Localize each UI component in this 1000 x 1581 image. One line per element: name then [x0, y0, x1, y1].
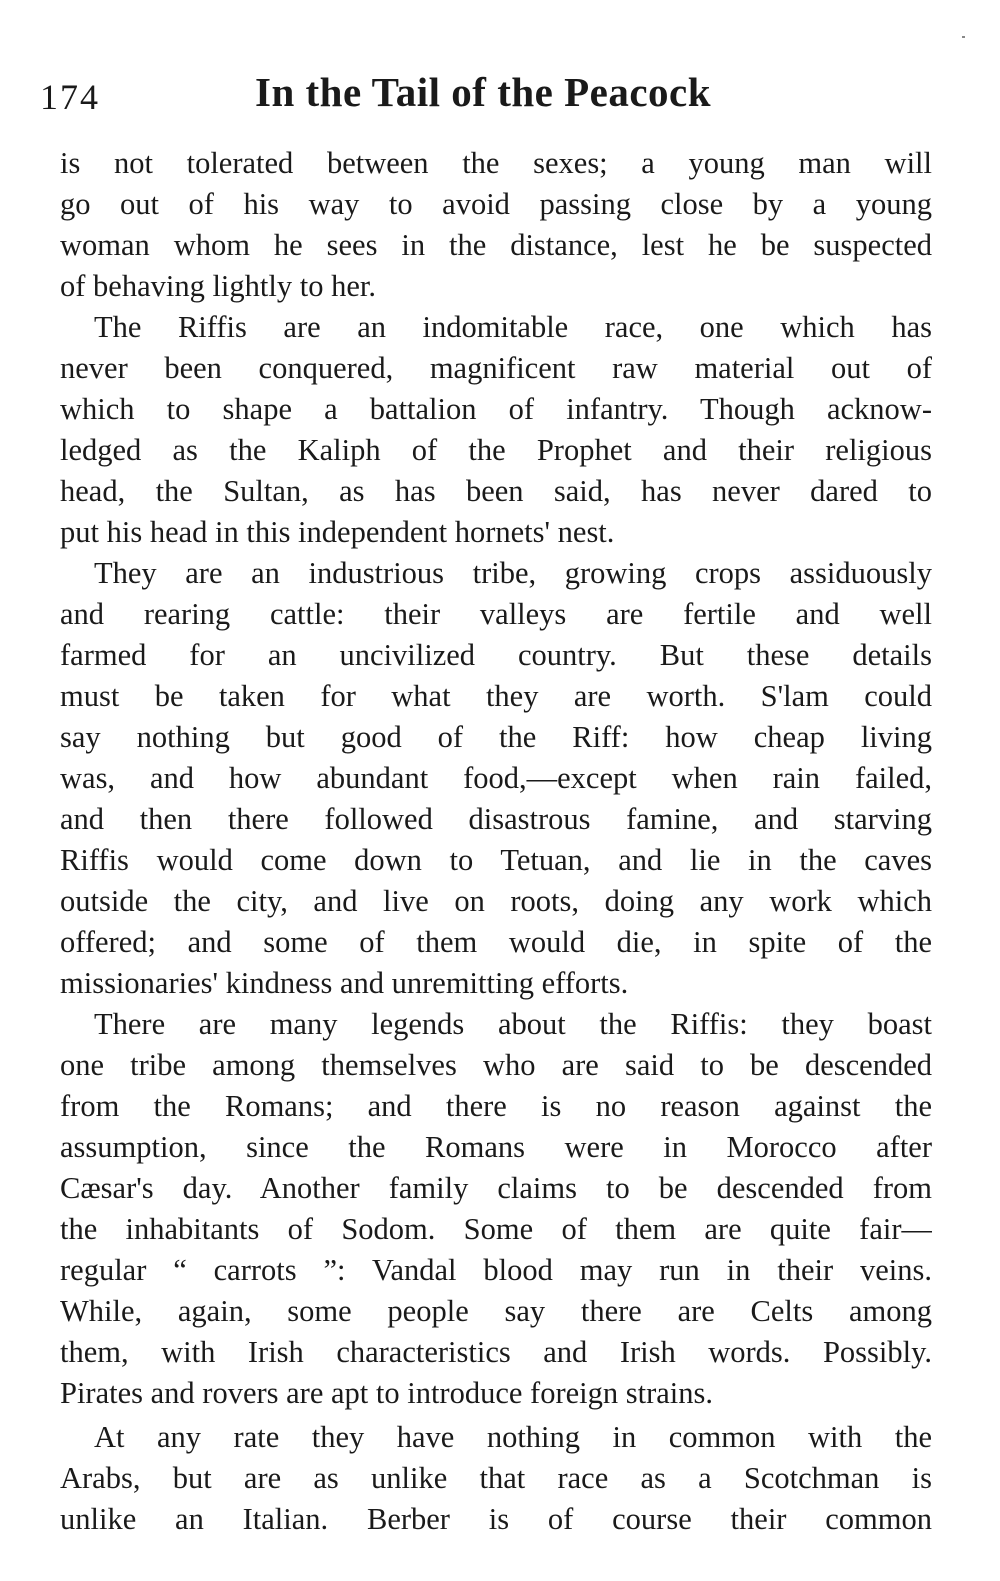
- text-line: them, with Irish characteristics and Irish words. Possibly.: [60, 1335, 932, 1369]
- text-line: farmed for an uncivilized country. But these details: [60, 638, 932, 672]
- text-line: must be taken for what they are worth. S'lam could: [60, 679, 932, 713]
- paragraph-5: [60, 1417, 932, 1540]
- text-line: head, the Sultan, as has been said, has never dared to: [60, 474, 932, 508]
- paragraph-4: [60, 1004, 932, 1414]
- text-line: woman whom he sees in the distance, lest he be suspected: [60, 228, 932, 262]
- text-line: At any rate they have nothing in common with the: [94, 1420, 932, 1454]
- text-line: outside the city, and live on roots, doing any work which: [60, 884, 932, 918]
- text-line: from the Romans; and there is no reason against the: [60, 1089, 932, 1123]
- text-line: There are many legends about the Riffis: they boast: [94, 1007, 932, 1041]
- text-line: assumption, since the Romans were in Morocco after: [60, 1130, 932, 1164]
- text-line: Riffis would come down to Tetuan, and lie in the caves: [60, 843, 932, 877]
- page-number: 174: [40, 77, 100, 117]
- text-line: regular “ carrots ”: Vandal blood may run in their veins.: [60, 1253, 932, 1287]
- text-line: was, and how abundant food,—except when rain failed,: [60, 761, 932, 795]
- text-line: the inhabitants of Sodom. Some of them are quite fair—: [60, 1212, 932, 1246]
- text-line: Pirates and rovers are apt to introduce foreign strains.: [60, 1376, 713, 1410]
- text-line: which to shape a battalion of infantry. Though acknow-: [60, 392, 932, 426]
- text-line: go out of his way to avoid passing close by a young: [60, 187, 932, 221]
- text-line: While, again, some people say there are Celts among: [60, 1294, 932, 1328]
- text-line: The Riffis are an indomitable race, one which has: [94, 310, 932, 344]
- text-line: put his head in this independent hornets' nest.: [60, 515, 615, 549]
- text-line: They are an industrious tribe, growing crops assiduously: [94, 556, 932, 590]
- page-header: [40, 68, 940, 128]
- text-line: and rearing cattle: their valleys are fertile and well: [60, 597, 932, 631]
- body-text: [60, 143, 932, 1540]
- scan-speck: [962, 36, 965, 38]
- text-line: one tribe among themselves who are said to be descended: [60, 1048, 932, 1082]
- text-line: of behaving lightly to her.: [60, 269, 376, 303]
- text-line: say nothing but good of the Riff: how cheap living: [60, 720, 932, 754]
- text-line: Cæsar's day. Another family claims to be descended from: [60, 1171, 932, 1205]
- text-line: ledged as the Kaliph of the Prophet and their religious: [60, 433, 932, 467]
- running-title: In the Tail of the Peacock: [255, 69, 712, 115]
- text-line: Arabs, but are as unlike that race as a Scotchman is: [60, 1461, 932, 1495]
- text-line: missionaries' kindness and unremitting efforts.: [60, 966, 629, 1000]
- text-line: is not tolerated between the sexes; a young man will: [60, 146, 932, 180]
- paragraph-1: [60, 143, 932, 307]
- text-line: never been conquered, magnificent raw material out of: [60, 351, 932, 385]
- paragraph-3: [60, 553, 932, 1004]
- text-line: unlike an Italian. Berber is of course their common: [60, 1502, 932, 1536]
- text-line: offered; and some of them would die, in spite of the: [60, 925, 932, 959]
- paragraph-2: [60, 307, 932, 553]
- text-line: and then there followed disastrous famine, and starving: [60, 802, 932, 836]
